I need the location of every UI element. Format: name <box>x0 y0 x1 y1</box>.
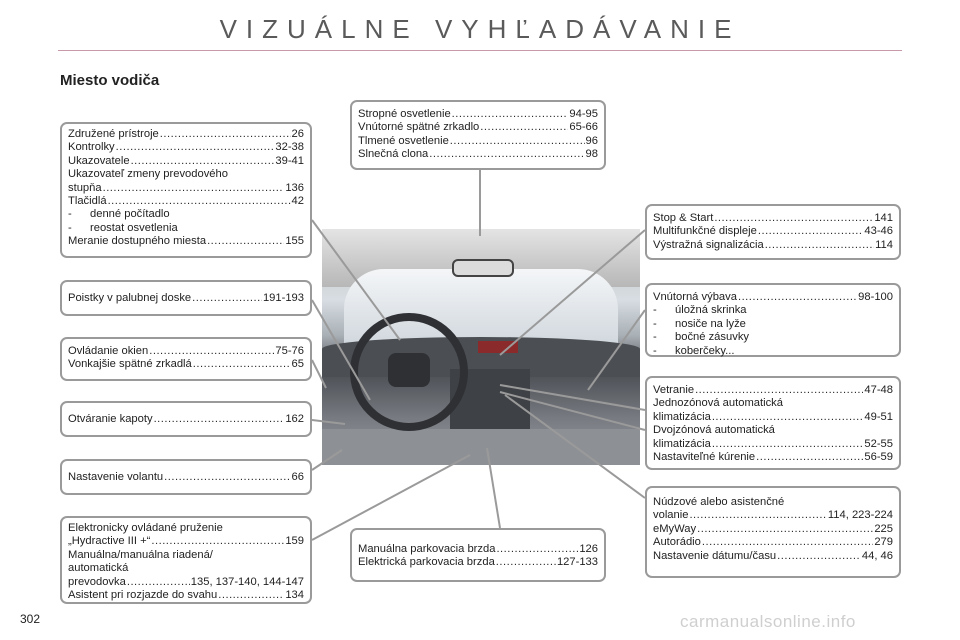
box-instruments <box>60 122 312 258</box>
photo-display <box>478 341 518 353</box>
title-divider <box>58 50 902 51</box>
index-entry[interactable]: Poistky v palubnej doske ..... 191-193 <box>68 292 304 305</box>
sub-entry: - denné počítadlo <box>68 208 170 221</box>
index-entry[interactable]: eMyWay ..... 225 <box>653 523 893 536</box>
index-entry[interactable]: Nastavenie volantu ..... 66 <box>68 471 304 484</box>
box-interior <box>645 283 901 357</box>
box-roof <box>350 100 606 170</box>
index-entry-line: Dvojzónová automatická <box>653 424 775 437</box>
index-entry[interactable]: Meranie dostupného miesta ..... 155 <box>68 235 304 248</box>
sub-entry: - bočné zásuvky <box>653 331 750 344</box>
sub-entry: - koberčeky... <box>653 344 735 357</box>
index-entry[interactable]: Multifunkčné displeje ..... 43-46 <box>653 225 893 238</box>
box-steering-wheel <box>60 459 312 495</box>
index-entry[interactable]: Združené prístroje ..... 26 <box>68 128 304 141</box>
index-entry-line: Manuálna/manuálna riadená/ <box>68 548 213 561</box>
index-entry[interactable]: stupňa ..... 136 <box>68 182 304 195</box>
box-handbrake <box>350 528 606 582</box>
page-number: 302 <box>20 612 41 626</box>
index-entry[interactable]: Vnútorné spätné zrkadlo ..... 65-66 <box>358 121 598 134</box>
index-entry[interactable]: Stop & Start ..... 141 <box>653 212 893 225</box>
index-entry[interactable]: Manuálna parkovacia brzda ..... 126 <box>358 543 598 556</box>
index-entry[interactable]: Asistent pri rozjazde do svahu ..... 134 <box>68 589 304 602</box>
index-entry[interactable]: Slnečná clona ..... 98 <box>358 148 598 161</box>
index-entry[interactable]: Nastaviteľné kúrenie ..... 56-59 <box>653 451 893 464</box>
index-entry[interactable]: Autorádio ..... 279 <box>653 536 893 549</box>
index-entry[interactable]: Vonkajšie spätné zrkadlá ..... 65 <box>68 358 304 371</box>
dashboard-photo <box>322 229 640 465</box>
index-entry-line: Ukazovateľ zmeny prevodového <box>68 168 228 181</box>
sub-entry: - úložná skrinka <box>653 304 747 317</box>
index-entry-line: Elektronicky ovládané pruženie <box>68 522 223 534</box>
index-entry[interactable]: Otváranie kapoty ..... 162 <box>68 413 304 426</box>
page-title: VIZUÁLNE VYHĽADÁVANIE <box>219 14 741 44</box>
index-entry[interactable]: Výstražná signalizácia ..... 114 <box>653 239 893 252</box>
photo-floor <box>322 429 640 465</box>
index-entry[interactable]: Stropné osvetlenie ..... 94-95 <box>358 108 598 121</box>
photo-wheel-hub <box>388 353 430 387</box>
index-entry[interactable]: Ukazovatele ..... 39-41 <box>68 155 304 168</box>
index-entry[interactable]: Tlmené osvetlenie ..... 96 <box>358 135 598 148</box>
index-entry[interactable]: volanie ..... 114, 223-224 <box>653 509 893 522</box>
index-entry[interactable]: „Hydractive III +“ ..... 159 <box>68 535 304 548</box>
watermark: carmanualsonline.info <box>680 612 856 631</box>
photo-rearview-mirror <box>452 259 514 277</box>
index-entry[interactable]: Kontrolky ..... 32-38 <box>68 141 304 154</box>
box-ventilation <box>645 376 901 470</box>
sub-entry: - reostat osvetlenia <box>68 221 178 234</box>
box-suspension <box>60 516 312 604</box>
index-entry-line: Núdzové alebo asistenčné <box>653 496 785 508</box>
box-bonnet <box>60 401 312 437</box>
index-entry[interactable]: prevodovka ..... 135, 137-140, 144-147 <box>68 576 304 589</box>
index-entry[interactable]: Nastavenie dátumu/času ..... 44, 46 <box>653 550 893 563</box>
index-entry[interactable]: Elektrická parkovacia brzda ..... 127-133 <box>358 556 598 569</box>
index-entry[interactable]: Tlačidlá ..... 42 <box>68 195 304 208</box>
index-entry[interactable]: klimatizácia ..... 49-51 <box>653 411 893 424</box>
sub-entry: - nosiče na lyže <box>653 317 746 330</box>
index-entry[interactable]: Vnútorná výbava ..... 98-100 <box>653 291 893 304</box>
box-emergency <box>645 486 901 578</box>
index-entry-line: Jednozónová automatická <box>653 397 783 410</box>
index-entry[interactable]: Vetranie ..... 47-48 <box>653 384 893 397</box>
index-entry-line: automatická <box>68 562 129 575</box>
box-fuses <box>60 280 312 316</box>
box-windows <box>60 337 312 381</box>
index-entry[interactable]: klimatizácia ..... 52-55 <box>653 438 893 451</box>
index-entry[interactable]: Ovládanie okien ..... 75-76 <box>68 345 304 358</box>
box-stop-start <box>645 204 901 260</box>
section-title: Miesto vodiča <box>60 72 160 89</box>
